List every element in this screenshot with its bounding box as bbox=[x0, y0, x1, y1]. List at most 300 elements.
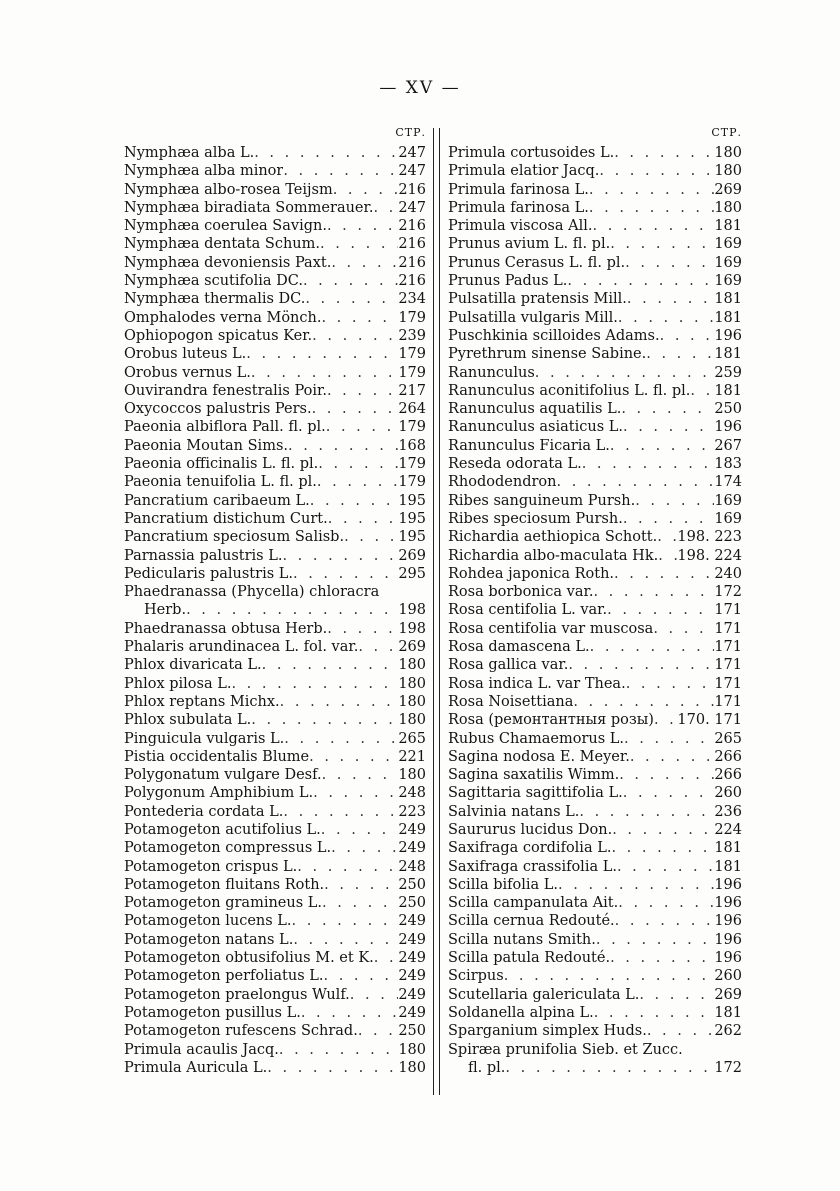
entry-page: 181 bbox=[714, 840, 742, 857]
dot-leader bbox=[331, 839, 398, 857]
dot-leader bbox=[589, 181, 714, 199]
entry-page: 250 bbox=[714, 401, 742, 418]
entry-page: 249 bbox=[398, 821, 426, 838]
index-entry bbox=[124, 912, 426, 930]
dot-leader bbox=[318, 455, 398, 473]
entry-page: 179 bbox=[398, 456, 426, 473]
entry-name: Pancratium distichum Curt. bbox=[124, 510, 328, 527]
entry-page: 196 bbox=[714, 327, 742, 344]
index-entry bbox=[124, 547, 426, 565]
entry-name: Prunus Cerasus L. fl. pl. bbox=[448, 254, 626, 271]
entry-name: Pedicularis palustris L. bbox=[124, 565, 293, 582]
entry-page: 181 bbox=[714, 309, 742, 326]
entry-page: 171 bbox=[714, 639, 742, 656]
entry-page: 269 bbox=[714, 986, 742, 1003]
entry-name: Paeonia officinalis L. fl. pl. bbox=[124, 456, 319, 473]
entry-name: Potamogeton lucens L. bbox=[124, 913, 292, 930]
index-entry bbox=[448, 620, 742, 638]
index-entry bbox=[448, 1059, 742, 1077]
index-entry bbox=[448, 784, 742, 802]
entry-page: 260 bbox=[714, 968, 742, 985]
dot-leader bbox=[573, 693, 714, 711]
index-entry bbox=[124, 473, 426, 491]
dot-leader bbox=[614, 144, 714, 162]
entry-name: Paeonia tenuifolia L. fl. pl. bbox=[124, 474, 317, 491]
entry-name: Polygonatum vulgare Desf. bbox=[124, 767, 322, 784]
entry-page: 195 bbox=[398, 529, 426, 546]
index-entry bbox=[124, 821, 426, 839]
dot-leader bbox=[280, 693, 399, 711]
entry-name: Parnassia palustris L. bbox=[124, 547, 283, 564]
index-entry bbox=[448, 272, 742, 290]
entry-name: Rosa damascena L. bbox=[448, 639, 590, 656]
index-entry bbox=[124, 656, 426, 674]
entry-name: Potamogeton pusillus L. bbox=[124, 1004, 301, 1021]
entry-name: Nymphæa scutifolia DC. bbox=[124, 273, 303, 290]
dot-leader bbox=[305, 290, 398, 308]
entry-page: 196 bbox=[714, 931, 742, 948]
entry-page: 172 bbox=[714, 584, 742, 601]
entry-page: 171 bbox=[714, 657, 742, 674]
entry-page: 181 bbox=[714, 218, 742, 235]
index-entry bbox=[124, 748, 426, 766]
dot-leader bbox=[654, 711, 677, 729]
index-entry bbox=[124, 638, 426, 656]
entry-page: 266 bbox=[714, 748, 742, 765]
entry-name: Primula farinosa L. bbox=[448, 199, 589, 216]
dot-leader bbox=[593, 583, 714, 601]
entry-page: 249 bbox=[398, 931, 426, 948]
entry-page: 196 bbox=[714, 876, 742, 893]
index-entry bbox=[448, 217, 742, 235]
entry-page: 216 bbox=[398, 181, 426, 198]
entry-page: 169 bbox=[714, 510, 742, 527]
dot-leader bbox=[590, 638, 715, 656]
entry-page: 250 bbox=[398, 1023, 426, 1040]
dot-leader bbox=[568, 656, 714, 674]
entry-name: Nymphæa dentata Schum. bbox=[124, 236, 320, 253]
dot-leader bbox=[599, 162, 714, 180]
entry-name: Pancratium speciosum Salisb. bbox=[124, 529, 345, 546]
dot-leader bbox=[617, 858, 714, 876]
index-entry bbox=[448, 327, 742, 345]
index-entry bbox=[448, 912, 742, 930]
entry-page: 269 bbox=[398, 639, 426, 656]
entry-page: 221 bbox=[398, 748, 426, 765]
entry-page: 181 bbox=[714, 858, 742, 875]
entry-name: Nymphæa coerulea Savign. bbox=[124, 218, 327, 235]
entry-name: Ophiopogon spicatus Ker. bbox=[124, 327, 313, 344]
index-entry bbox=[124, 181, 426, 199]
entry-name: Rosa gallica var. bbox=[448, 657, 569, 674]
dot-leader bbox=[623, 418, 714, 436]
dot-leader bbox=[320, 235, 398, 253]
entry-page: 216 bbox=[398, 254, 426, 271]
index-entry bbox=[124, 858, 426, 876]
index-entry bbox=[448, 711, 742, 729]
entry-name: Scilla campanulata Ait. bbox=[448, 895, 619, 912]
index-entry bbox=[448, 309, 742, 327]
entry-name: Scilla nutans Smith. bbox=[448, 931, 596, 948]
dot-leader bbox=[623, 784, 715, 802]
entry-page: 180 bbox=[398, 657, 426, 674]
dot-leader bbox=[373, 199, 398, 217]
entry-name: Nymphæa albo-rosea Teijsm bbox=[124, 181, 333, 198]
dot-leader bbox=[309, 748, 398, 766]
index-entry bbox=[124, 528, 426, 546]
dot-leader bbox=[619, 766, 714, 784]
entry-page: 179 bbox=[398, 474, 426, 491]
entry-page: 195 bbox=[398, 510, 426, 527]
entry-page: 249 bbox=[398, 840, 426, 857]
entry-name: Ranunculus aconitifolius L. fl. pl. bbox=[448, 382, 691, 399]
entry-name: Ranunculus Ficaria L. bbox=[448, 437, 610, 454]
index-entry bbox=[124, 967, 426, 985]
entry-page: 169 bbox=[714, 254, 742, 271]
entry-page: 180 bbox=[714, 163, 742, 180]
entry-name: Prunus avium L. fl. pl. bbox=[448, 236, 611, 253]
entry-name: Scirpus bbox=[448, 968, 504, 985]
dot-leader bbox=[558, 876, 714, 894]
index-entry bbox=[448, 766, 742, 784]
entry-name: Rosa Noisettiana bbox=[448, 693, 574, 710]
entry-name: Rohdea japonica Roth. bbox=[448, 565, 615, 582]
index-entry bbox=[448, 876, 742, 894]
entry-name: Phlox divaricata L. bbox=[124, 657, 262, 674]
entry-name: Rosa centifolia var muscosa bbox=[448, 620, 654, 637]
dot-leader bbox=[614, 565, 714, 583]
entry-name: Potamogeton compressus L. bbox=[124, 840, 332, 857]
entry-name: Pancratium caribaeum L. bbox=[124, 492, 310, 509]
dot-leader bbox=[251, 711, 398, 729]
entry-page: 196 bbox=[714, 419, 742, 436]
index-entry bbox=[124, 382, 426, 400]
dot-leader bbox=[374, 949, 399, 967]
entry-name: Pyrethrum sinense Sabine. bbox=[448, 346, 647, 363]
entry-name: Rosa indica L. var Thea. bbox=[448, 675, 626, 692]
index-entry bbox=[124, 803, 426, 821]
dot-leader bbox=[621, 400, 714, 418]
dot-leader bbox=[321, 821, 399, 839]
dot-leader bbox=[282, 547, 398, 565]
entry-name: Orobus luteus L. bbox=[124, 346, 247, 363]
index-entry bbox=[124, 217, 426, 235]
index-entry bbox=[448, 894, 742, 912]
entry-name: Rosa borbonica var. bbox=[448, 584, 594, 601]
entry-page: 260 bbox=[714, 785, 742, 802]
entry-name: Phalaris arundinacea L. fol. var. bbox=[124, 639, 359, 656]
dot-leader bbox=[626, 675, 715, 693]
index-entry bbox=[448, 382, 742, 400]
entry-name: fl. pl. bbox=[468, 1059, 506, 1076]
index-entry bbox=[448, 492, 742, 510]
entry-page: 181 bbox=[714, 382, 742, 399]
entry-page: 234 bbox=[398, 291, 426, 308]
index-entry bbox=[448, 1022, 742, 1040]
index-entry bbox=[448, 839, 742, 857]
entry-page: 180 bbox=[398, 693, 426, 710]
dot-leader bbox=[505, 1059, 714, 1077]
index-entry bbox=[124, 327, 426, 345]
index-entry bbox=[448, 638, 742, 656]
index-entry bbox=[124, 986, 426, 1004]
dot-leader bbox=[310, 492, 399, 510]
entry-page: 180 bbox=[398, 1041, 426, 1058]
index-entry bbox=[448, 931, 742, 949]
entry-page: 180 bbox=[714, 199, 742, 216]
dot-leader bbox=[327, 217, 398, 235]
index-entry bbox=[448, 455, 742, 473]
index-entry bbox=[448, 730, 742, 748]
entry-name: Nymphæa biradiata Sommerauer. bbox=[124, 199, 374, 216]
index-entry bbox=[448, 418, 742, 436]
entry-name: Herb. bbox=[144, 602, 187, 619]
entry-name: Nymphæa alba L. bbox=[124, 145, 255, 161]
entry-name: Potamogeton perfoliatus L. bbox=[124, 968, 324, 985]
dot-leader bbox=[333, 181, 399, 199]
dot-leader bbox=[635, 492, 714, 510]
entry-page: 183 bbox=[714, 456, 742, 473]
index-entry bbox=[448, 821, 742, 839]
index-entry bbox=[124, 418, 426, 436]
entry-name: Sagittaria sagittifolia L. bbox=[448, 785, 623, 802]
index-column-right bbox=[448, 125, 742, 1077]
index-entry bbox=[124, 309, 426, 327]
index-list-right bbox=[448, 144, 742, 1077]
index-entry bbox=[448, 528, 742, 546]
index-entry bbox=[124, 162, 426, 180]
index-entry bbox=[124, 1004, 426, 1022]
entry-page: 174 bbox=[714, 474, 742, 491]
entry-name: Spiræa prunifolia Sieb. et Zucc. bbox=[448, 1041, 683, 1058]
index-entry bbox=[124, 492, 426, 510]
entry-page: 262 bbox=[714, 1023, 742, 1040]
dot-leader bbox=[254, 144, 398, 162]
entry-name: Potamogeton natans L. bbox=[124, 931, 294, 948]
dot-leader bbox=[615, 912, 715, 930]
entry-page: 179 bbox=[398, 309, 426, 326]
entry-page: 179 bbox=[398, 419, 426, 436]
dot-leader bbox=[313, 784, 398, 802]
entry-page: 196 bbox=[714, 950, 742, 967]
entry-name: Potamogeton acutifolius L. bbox=[124, 821, 321, 838]
entry-page: 179 bbox=[398, 364, 426, 381]
entry-page: 169 bbox=[714, 492, 742, 509]
dot-leader bbox=[611, 839, 714, 857]
index-entry bbox=[124, 1022, 426, 1040]
entry-page: 198. 223 bbox=[677, 529, 742, 546]
index-entry bbox=[448, 547, 742, 565]
dot-leader bbox=[324, 876, 398, 894]
entry-page: 249 bbox=[398, 950, 426, 967]
index-entry bbox=[448, 254, 742, 272]
entry-name: Ranunculus asiaticus L. bbox=[448, 419, 623, 436]
index-entry bbox=[124, 144, 426, 162]
dot-leader bbox=[322, 894, 398, 912]
index-entry bbox=[448, 748, 742, 766]
dot-leader bbox=[327, 382, 398, 400]
entry-page: 180 bbox=[398, 712, 426, 729]
entry-page: 224 bbox=[714, 821, 742, 838]
dot-leader bbox=[556, 473, 714, 491]
dot-leader bbox=[328, 510, 399, 528]
dot-leader bbox=[660, 327, 715, 345]
dot-leader bbox=[303, 272, 398, 290]
index-entry bbox=[448, 199, 742, 217]
index-entry bbox=[124, 784, 426, 802]
entry-name: Polygonum Amphibium L. bbox=[124, 785, 314, 802]
dot-leader bbox=[646, 345, 714, 363]
dot-leader bbox=[610, 949, 714, 967]
index-entry bbox=[124, 675, 426, 693]
index-entry bbox=[448, 601, 742, 619]
entry-name: Richardia aethiopica Schott. bbox=[448, 529, 658, 546]
entry-name: Rubus Chamaemorus L. bbox=[448, 730, 625, 747]
index-entry bbox=[448, 400, 742, 418]
entry-name: Reseda odorata L. bbox=[448, 456, 582, 473]
dot-leader bbox=[612, 821, 714, 839]
entry-page: 267 bbox=[714, 437, 742, 454]
page-header: — XV — bbox=[379, 78, 461, 98]
index-entry bbox=[448, 437, 742, 455]
dot-leader bbox=[322, 766, 399, 784]
index-entry bbox=[448, 510, 742, 528]
index-entry bbox=[124, 894, 426, 912]
entry-page: 247 bbox=[398, 145, 426, 161]
dot-leader bbox=[358, 1022, 398, 1040]
index-entry bbox=[124, 272, 426, 290]
entry-name: Pontederia cordata L. bbox=[124, 803, 284, 820]
entry-name: Potamogeton praelongus Wulf. bbox=[124, 986, 350, 1003]
dot-leader bbox=[262, 656, 399, 674]
entry-page: 247 bbox=[398, 163, 426, 180]
entry-name: Saururus lucidus Don. bbox=[448, 821, 613, 838]
entry-page: 250 bbox=[398, 876, 426, 893]
entry-page: 295 bbox=[398, 565, 426, 582]
dot-leader bbox=[625, 254, 714, 272]
entry-page: 171 bbox=[714, 693, 742, 710]
entry-page: 248 bbox=[398, 785, 426, 802]
entry-name: Potamogeton fluitans Roth. bbox=[124, 876, 325, 893]
entry-page: 249 bbox=[398, 968, 426, 985]
entry-page: 170. 171 bbox=[677, 712, 742, 729]
index-entry bbox=[448, 162, 742, 180]
index-entry bbox=[124, 1041, 426, 1059]
dot-leader bbox=[283, 162, 398, 180]
entry-name: Prunus Padus L. bbox=[448, 273, 568, 290]
index-entry bbox=[124, 766, 426, 784]
dot-leader bbox=[279, 1041, 398, 1059]
dot-leader bbox=[653, 620, 714, 638]
dot-leader bbox=[321, 309, 398, 327]
index-entry bbox=[448, 345, 742, 363]
entry-name: Phlox reptans Michx. bbox=[124, 693, 280, 710]
dot-leader bbox=[231, 675, 398, 693]
dot-leader bbox=[251, 364, 398, 382]
index-entry bbox=[448, 364, 742, 382]
index-entry bbox=[124, 711, 426, 729]
entry-name: Sagina nodosa E. Meyer. bbox=[448, 748, 630, 765]
entry-page: 216 bbox=[398, 273, 426, 290]
dot-leader bbox=[594, 1004, 715, 1022]
dot-leader bbox=[288, 437, 398, 455]
entry-name: Soldanella alpina L. bbox=[448, 1004, 594, 1021]
index-entry bbox=[124, 400, 426, 418]
entry-page: 265 bbox=[714, 730, 742, 747]
index-entry bbox=[448, 583, 742, 601]
dot-leader bbox=[297, 858, 398, 876]
entry-page: 216 bbox=[398, 218, 426, 235]
index-entry bbox=[448, 986, 742, 1004]
index-entry bbox=[448, 949, 742, 967]
index-entry bbox=[448, 144, 742, 162]
entry-name: Scutellaria galericulata L. bbox=[448, 986, 640, 1003]
entry-name: Primula farinosa L. bbox=[448, 181, 589, 198]
entry-name: Oxycoccos palustris Pers. bbox=[124, 401, 312, 418]
index-entry bbox=[448, 473, 742, 491]
entry-page: 250 bbox=[398, 895, 426, 912]
index-entry bbox=[124, 1059, 426, 1077]
dot-leader bbox=[344, 528, 398, 546]
entry-name: Potamogeton crispus L. bbox=[124, 858, 298, 875]
entry-page: 172 bbox=[714, 1059, 742, 1076]
dot-leader bbox=[624, 730, 714, 748]
page-column-label: СТР. bbox=[711, 126, 742, 139]
dot-leader bbox=[323, 967, 398, 985]
index-entry bbox=[124, 565, 426, 583]
entry-name: Ribes sanguineum Pursh. bbox=[448, 492, 636, 509]
index-entry bbox=[124, 839, 426, 857]
dot-leader bbox=[639, 986, 714, 1004]
entry-name: Scilla cernua Redouté. bbox=[448, 913, 615, 930]
index-entry bbox=[124, 601, 426, 619]
dot-leader bbox=[618, 309, 714, 327]
dot-leader bbox=[657, 528, 677, 546]
entry-name: Saxifraga crassifolia L. bbox=[448, 858, 617, 875]
entry-name: Phaedranassa obtusa Herb. bbox=[124, 620, 328, 637]
entry-name: Ranunculus aquatilis L. bbox=[448, 401, 622, 418]
entry-name: Potamogeton rufescens Schrad. bbox=[124, 1023, 358, 1040]
entry-page: 249 bbox=[398, 913, 426, 930]
entry-page: 266 bbox=[714, 767, 742, 784]
entry-page: 223 bbox=[398, 803, 426, 820]
entry-page: 248 bbox=[398, 858, 426, 875]
entry-name: Paeonia albiflora Pall. fl. pl. bbox=[124, 419, 326, 436]
dot-leader bbox=[690, 382, 714, 400]
dot-leader bbox=[358, 638, 398, 656]
entry-name: Saxifraga cordifolia L. bbox=[448, 840, 612, 857]
entry-name: Sagina saxatilis Wimm. bbox=[448, 767, 620, 784]
entry-page: 195 bbox=[398, 492, 426, 509]
entry-name: Potamogeton gramineus L. bbox=[124, 895, 323, 912]
entry-name: Rosa centifolia L. var. bbox=[448, 602, 608, 619]
entry-page: 249 bbox=[398, 986, 426, 1003]
index-entry bbox=[124, 876, 426, 894]
entry-page: 180 bbox=[398, 675, 426, 692]
entry-page: 198 bbox=[398, 620, 426, 637]
entry-name: Ouvirandra fenestralis Poir. bbox=[124, 382, 327, 399]
dot-leader bbox=[312, 400, 399, 418]
dot-leader bbox=[567, 272, 714, 290]
entry-page: 179 bbox=[398, 346, 426, 363]
entry-page: 171 bbox=[714, 620, 742, 637]
entry-page: 259 bbox=[714, 364, 742, 381]
entry-page: 180 bbox=[398, 1059, 426, 1076]
index-entry bbox=[124, 290, 426, 308]
entry-name: Phlox subulata L. bbox=[124, 712, 252, 729]
dot-leader bbox=[592, 217, 714, 235]
entry-name: Puschkinia scilloides Adams. bbox=[448, 327, 660, 344]
